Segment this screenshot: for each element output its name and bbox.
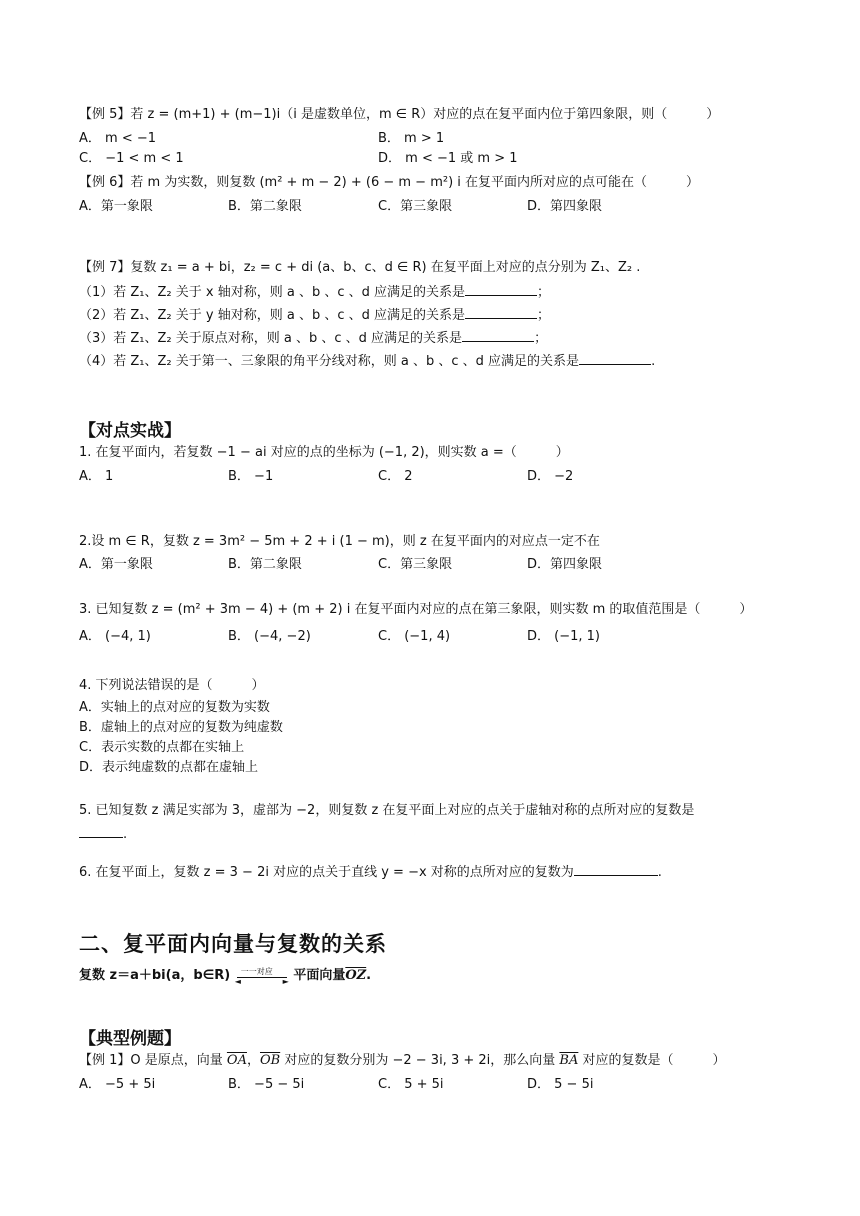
example-6-question: 【例 6】若 m 为实数，则复数 (m² + m − 2) + (6 − m − m²) i 在复平面内所对应的点可能在（ ） <box>79 175 700 190</box>
period: . <box>657 865 662 880</box>
typical-example-1-option-a: A． −5 + 5i <box>79 1077 156 1092</box>
formula-end: . <box>366 968 372 983</box>
practice-1-option-c: C． 2 <box>378 469 413 484</box>
practice-3-question: 3. 已知复数 z = (m² + 3m − 4) + (m + 2) i 在复平面内对应的点在第三象限，则实数 m 的取值范围是（ ） <box>79 602 753 617</box>
formula-left: 复数 z＝a＋bi(a，b∈R) <box>79 968 231 983</box>
practice-6-question <box>79 863 662 882</box>
example-7-part-1 <box>79 283 550 302</box>
answer-blank[interactable] <box>465 283 537 296</box>
practice-3-option-b: B． (−4, −2) <box>228 629 311 644</box>
practice-1-option-a: A． 1 <box>79 469 114 484</box>
practice-3-option-a: A． (−4, 1) <box>79 629 151 644</box>
vector-oa: $\overline{OA}$ <box>226 1053 247 1068</box>
example-6-option-c: C．第三象限 <box>378 199 453 214</box>
q-post: 对应的复数是（ ） <box>582 1053 726 1068</box>
practice-1-question: 1. 在复平面内，若复数 −1 − ai 对应的点的坐标为 (−1, 2)，则实数 a =（ ） <box>79 445 569 460</box>
practice-section-title: 【对点实战】 <box>79 421 181 441</box>
practice-1-option-d: D． −2 <box>527 469 574 484</box>
separator: ， <box>246 1053 260 1068</box>
part-4-text: （4）若 Z₁、Z₂ 关于第一、三象限的角平分线对称，则 a 、b 、c 、d 应满足的关系是 <box>79 354 580 369</box>
part-1-text: （1）若 Z₁、Z₂ 关于 x 轴对称，则 a 、b 、c 、d 应满足的关系是 <box>79 285 466 300</box>
answer-blank[interactable] <box>579 352 651 365</box>
semicolon: ； <box>534 331 548 346</box>
practice-3-option-c: C． (−1, 4) <box>378 629 451 644</box>
vector-oz: $\overline{OZ}$ <box>345 968 367 983</box>
typical-example-1-option-b: B． −5 − 5i <box>228 1077 305 1092</box>
part-3-text: （3）若 Z₁、Z₂ 关于原点对称，则 a 、b 、c 、d 应满足的关系是 <box>79 331 463 346</box>
practice-4-option-a: A．实轴上的点对应的复数为实数 <box>79 700 270 715</box>
formula-right: 平面向量 <box>293 968 346 983</box>
practice-4-option-c: C．表示实数的点都在实轴上 <box>79 740 245 755</box>
typical-example-1-option-c: C． 5 + 5i <box>378 1077 444 1092</box>
semicolon: ； <box>537 308 551 323</box>
example-5-question: 【例 5】若 z = (m+1) + (m−1)i（i 是虚数单位，m ∈ R）对应的点在复平面内位于第四象限，则（ ） <box>79 107 720 122</box>
period: . <box>123 827 128 842</box>
answer-blank[interactable] <box>79 825 123 838</box>
part-2-text: （2）若 Z₁、Z₂ 关于 y 轴对称，则 a 、b 、c 、d 应满足的关系是 <box>79 308 466 323</box>
practice-6-text: 6. 在复平面上，复数 z = 3 − 2i 对应的点关于直线 y = −x 对称的点所对应的复数为 <box>79 865 574 880</box>
q-mid: 对应的复数分别为 −2 − 3i, 3 + 2i，那么向量 <box>284 1053 556 1068</box>
practice-2-question: 2.设 m ∈ R，复数 z = 3m² − 5m + 2 + i (1 − m)，则 z 在复平面内的对应点一定不在 <box>79 534 600 549</box>
example-7-part-2 <box>79 306 550 325</box>
practice-5-question: 5. 已知复数 z 满足实部为 3，虚部为 −2，则复数 z 在复平面上对应的点关于虚轴对称的点所对应的复数是 <box>79 803 695 818</box>
practice-5-answer-line <box>79 825 127 844</box>
answer-blank[interactable] <box>465 306 537 319</box>
example-7-part-3 <box>79 329 547 348</box>
practice-2-option-a: A．第一象限 <box>79 557 153 572</box>
practice-3-option-d: D． (−1, 1) <box>527 629 600 644</box>
bidirectional-arrow-icon: 一一对应 ◄ ► <box>235 969 289 983</box>
semicolon: ； <box>537 285 551 300</box>
typical-example-1-question <box>79 1052 726 1070</box>
section-2-title: 二、复平面内向量与复数的关系 <box>79 932 387 956</box>
example-6-option-d: D．第四象限 <box>527 199 603 214</box>
practice-2-option-b: B．第二象限 <box>228 557 302 572</box>
example-5-option-c: C． −1 < m < 1 <box>79 151 184 166</box>
example-6-option-b: B．第二象限 <box>228 199 302 214</box>
vector-ob: $\overline{OB}$ <box>259 1053 281 1068</box>
example-5-option-d: D． m < −1 或 m > 1 <box>378 151 518 166</box>
practice-4-option-b: B．虚轴上的点对应的复数为纯虚数 <box>79 720 283 735</box>
answer-blank[interactable] <box>574 863 658 876</box>
example-7-question: 【例 7】复数 z₁ = a + bi，z₂ = c + di (a、b、c、d ∈ R) 在复平面上对应的点分别为 Z₁、Z₂ . <box>79 260 641 275</box>
arrow-label: 一一对应 <box>240 966 273 976</box>
typical-example-1-option-d: D． 5 − 5i <box>527 1077 594 1092</box>
example-7-part-4 <box>79 352 655 371</box>
practice-2-option-d: D．第四象限 <box>527 557 603 572</box>
practice-2-option-c: C．第三象限 <box>378 557 453 572</box>
vector-ba: $\overline{BA}$ <box>559 1053 579 1068</box>
answer-blank[interactable] <box>462 329 534 342</box>
example-5-option-a: A． m < −1 <box>79 131 157 146</box>
practice-4-option-d: D．表示纯虚数的点都在虚轴上 <box>79 760 259 775</box>
typical-examples-title: 【典型例题】 <box>79 1029 181 1049</box>
practice-4-question: 4. 下列说法错误的是（ ） <box>79 678 265 693</box>
section-2-formula <box>79 967 371 985</box>
period: . <box>651 354 656 369</box>
q-pre: 【例 1】O 是原点，向量 <box>79 1053 223 1068</box>
practice-1-option-b: B． −1 <box>228 469 274 484</box>
example-6-option-a: A．第一象限 <box>79 199 153 214</box>
example-5-option-b: B． m > 1 <box>378 131 445 146</box>
